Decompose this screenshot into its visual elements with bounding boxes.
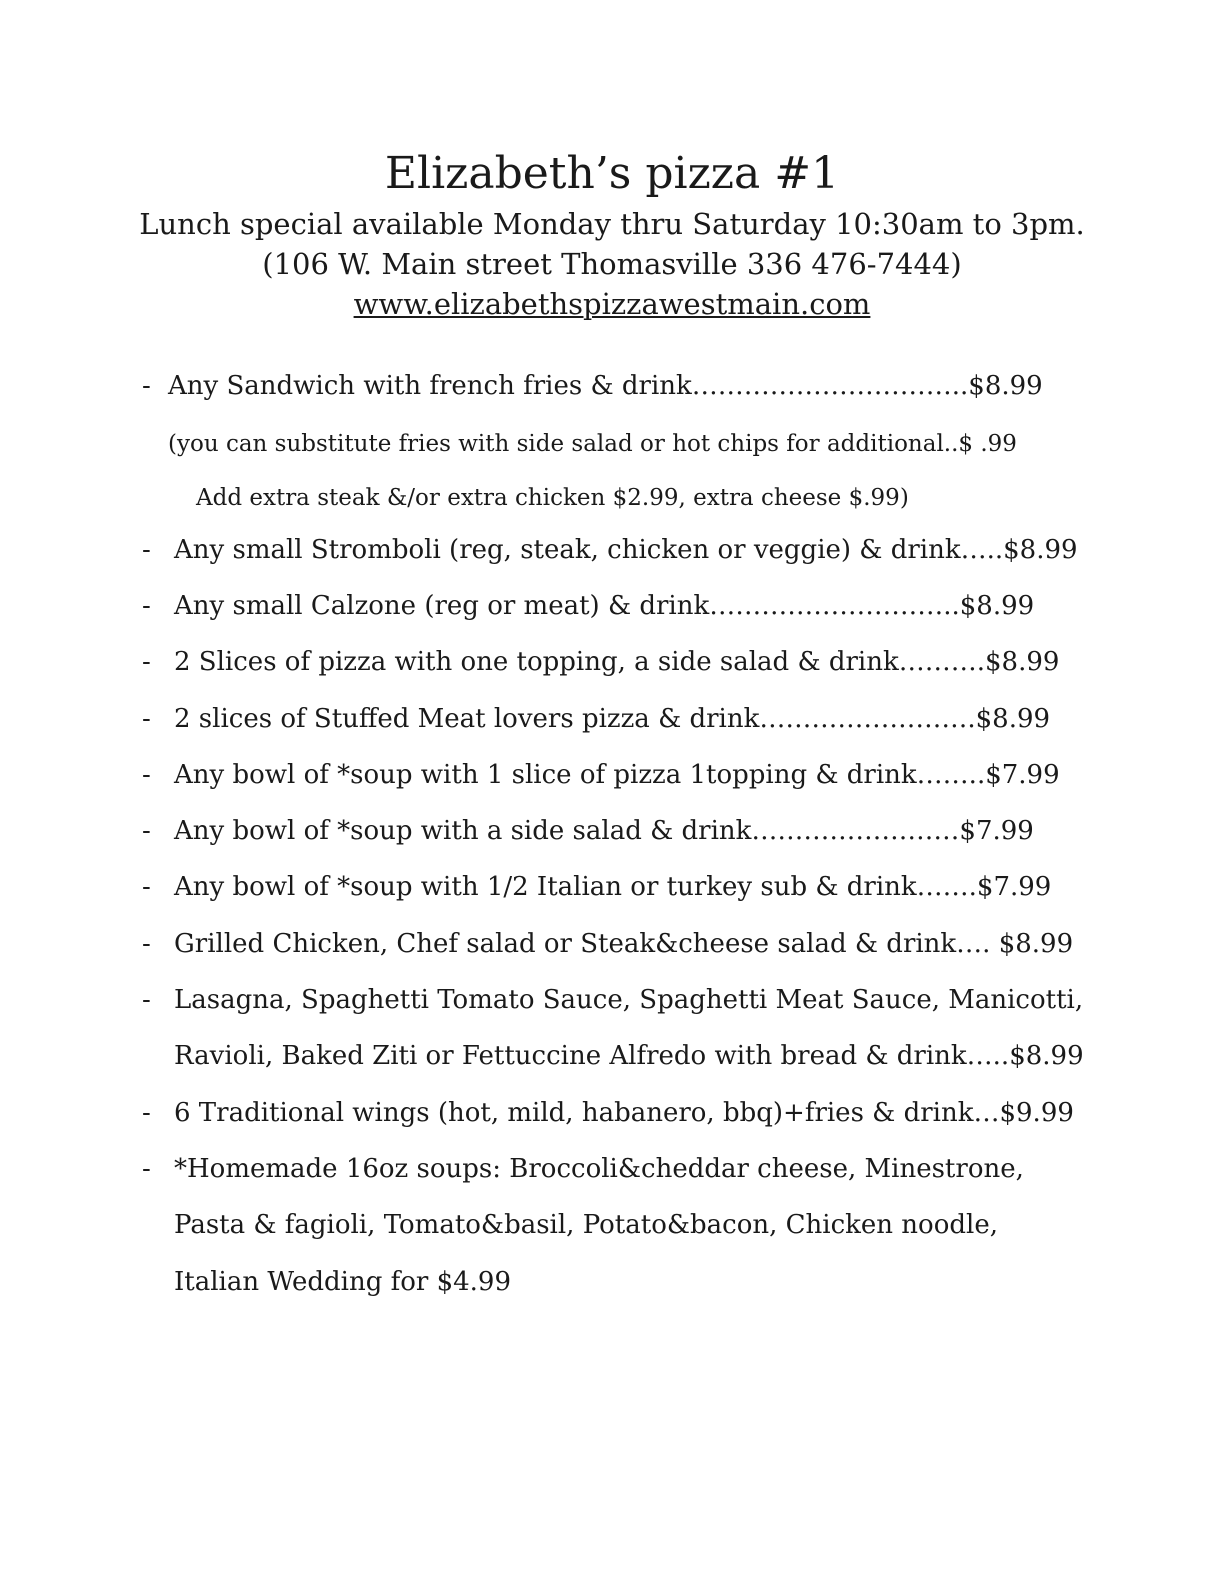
bullet-dash: - [142, 1154, 151, 1184]
website-link[interactable]: www.elizabethspizzawestmain.com [353, 287, 871, 321]
menu-item-stromboli: Any small Stromboli (reg, steak, chicken or veggie) & drink…..$8.99 [174, 535, 1078, 565]
menu-item-soup-salad: Any bowl of *soup with a side salad & drink……………………$7.99 [174, 816, 1034, 846]
menu-item-pasta-cont: Ravioli, Baked Ziti or Fettuccine Alfredo with bread & drink…..$8.99 [174, 1041, 1084, 1071]
menu-item-soups-price: Italian Wedding for $4.99 [174, 1267, 512, 1297]
bullet-dash: - [142, 816, 151, 846]
bullet-dash: - [142, 872, 151, 902]
lunch-hours: Lunch special available Monday thru Saturday 10:30am to 3pm. [139, 207, 1085, 241]
address-phone: (106 W. Main street Thomasville 336 476-7444) [262, 247, 962, 281]
bullet-dash: - [142, 929, 151, 959]
menu-item-pizza-slices: 2 Slices of pizza with one topping, a side salad & drink……….$8.99 [174, 647, 1060, 677]
menu-item-calzone: Any small Calzone (reg or meat) & drink………………………..$8.99 [174, 591, 1035, 621]
menu-item-soup-pizza: Any bowl of *soup with 1 slice of pizza 1topping & drink……..$7.99 [174, 760, 1060, 790]
website-link-row [0, 284, 1224, 324]
bullet-dash: - [142, 704, 151, 734]
menu-item-pasta: Lasagna, Spaghetti Tomato Sauce, Spaghetti Meat Sauce, Manicotti, [174, 985, 1084, 1015]
bullet-dash: - [142, 760, 151, 790]
menu-item-soup-sub: Any bowl of *soup with 1/2 Italian or turkey sub & drink…….$7.99 [174, 872, 1052, 902]
menu-item-sandwich: Any Sandwich with french fries & drink…………………………..$8.99 [168, 371, 1043, 401]
menu-note-extras: Add extra steak &/or extra chicken $2.99, extra cheese $.99) [196, 485, 909, 511]
bullet-dash: - [142, 591, 151, 621]
bullet-dash: - [142, 371, 151, 401]
menu-item-wings: 6 Traditional wings (hot, mild, habanero, bbq)+fries & drink…$9.99 [174, 1098, 1074, 1128]
menu-item-soups-cont: Pasta & fagioli, Tomato&basil, Potato&bacon, Chicken noodle, [174, 1210, 998, 1240]
bullet-dash: - [142, 647, 151, 677]
page-title: Elizabeth’s pizza #1 [384, 148, 840, 199]
bullet-dash: - [142, 1098, 151, 1128]
menu-item-salads: Grilled Chicken, Chef salad or Steak&cheese salad & drink…. $8.99 [174, 929, 1074, 959]
bullet-dash: - [142, 535, 151, 565]
menu-note-substitution: (you can substitute fries with side salad or hot chips for additional..$ .99 [168, 431, 1017, 457]
menu-item-soups: *Homemade 16oz soups: Broccoli&cheddar cheese, Minestrone, [174, 1154, 1024, 1184]
menu-item-meat-lovers: 2 slices of Stuffed Meat lovers pizza & drink…………………….$8.99 [174, 704, 1051, 734]
bullet-dash: - [142, 985, 151, 1015]
